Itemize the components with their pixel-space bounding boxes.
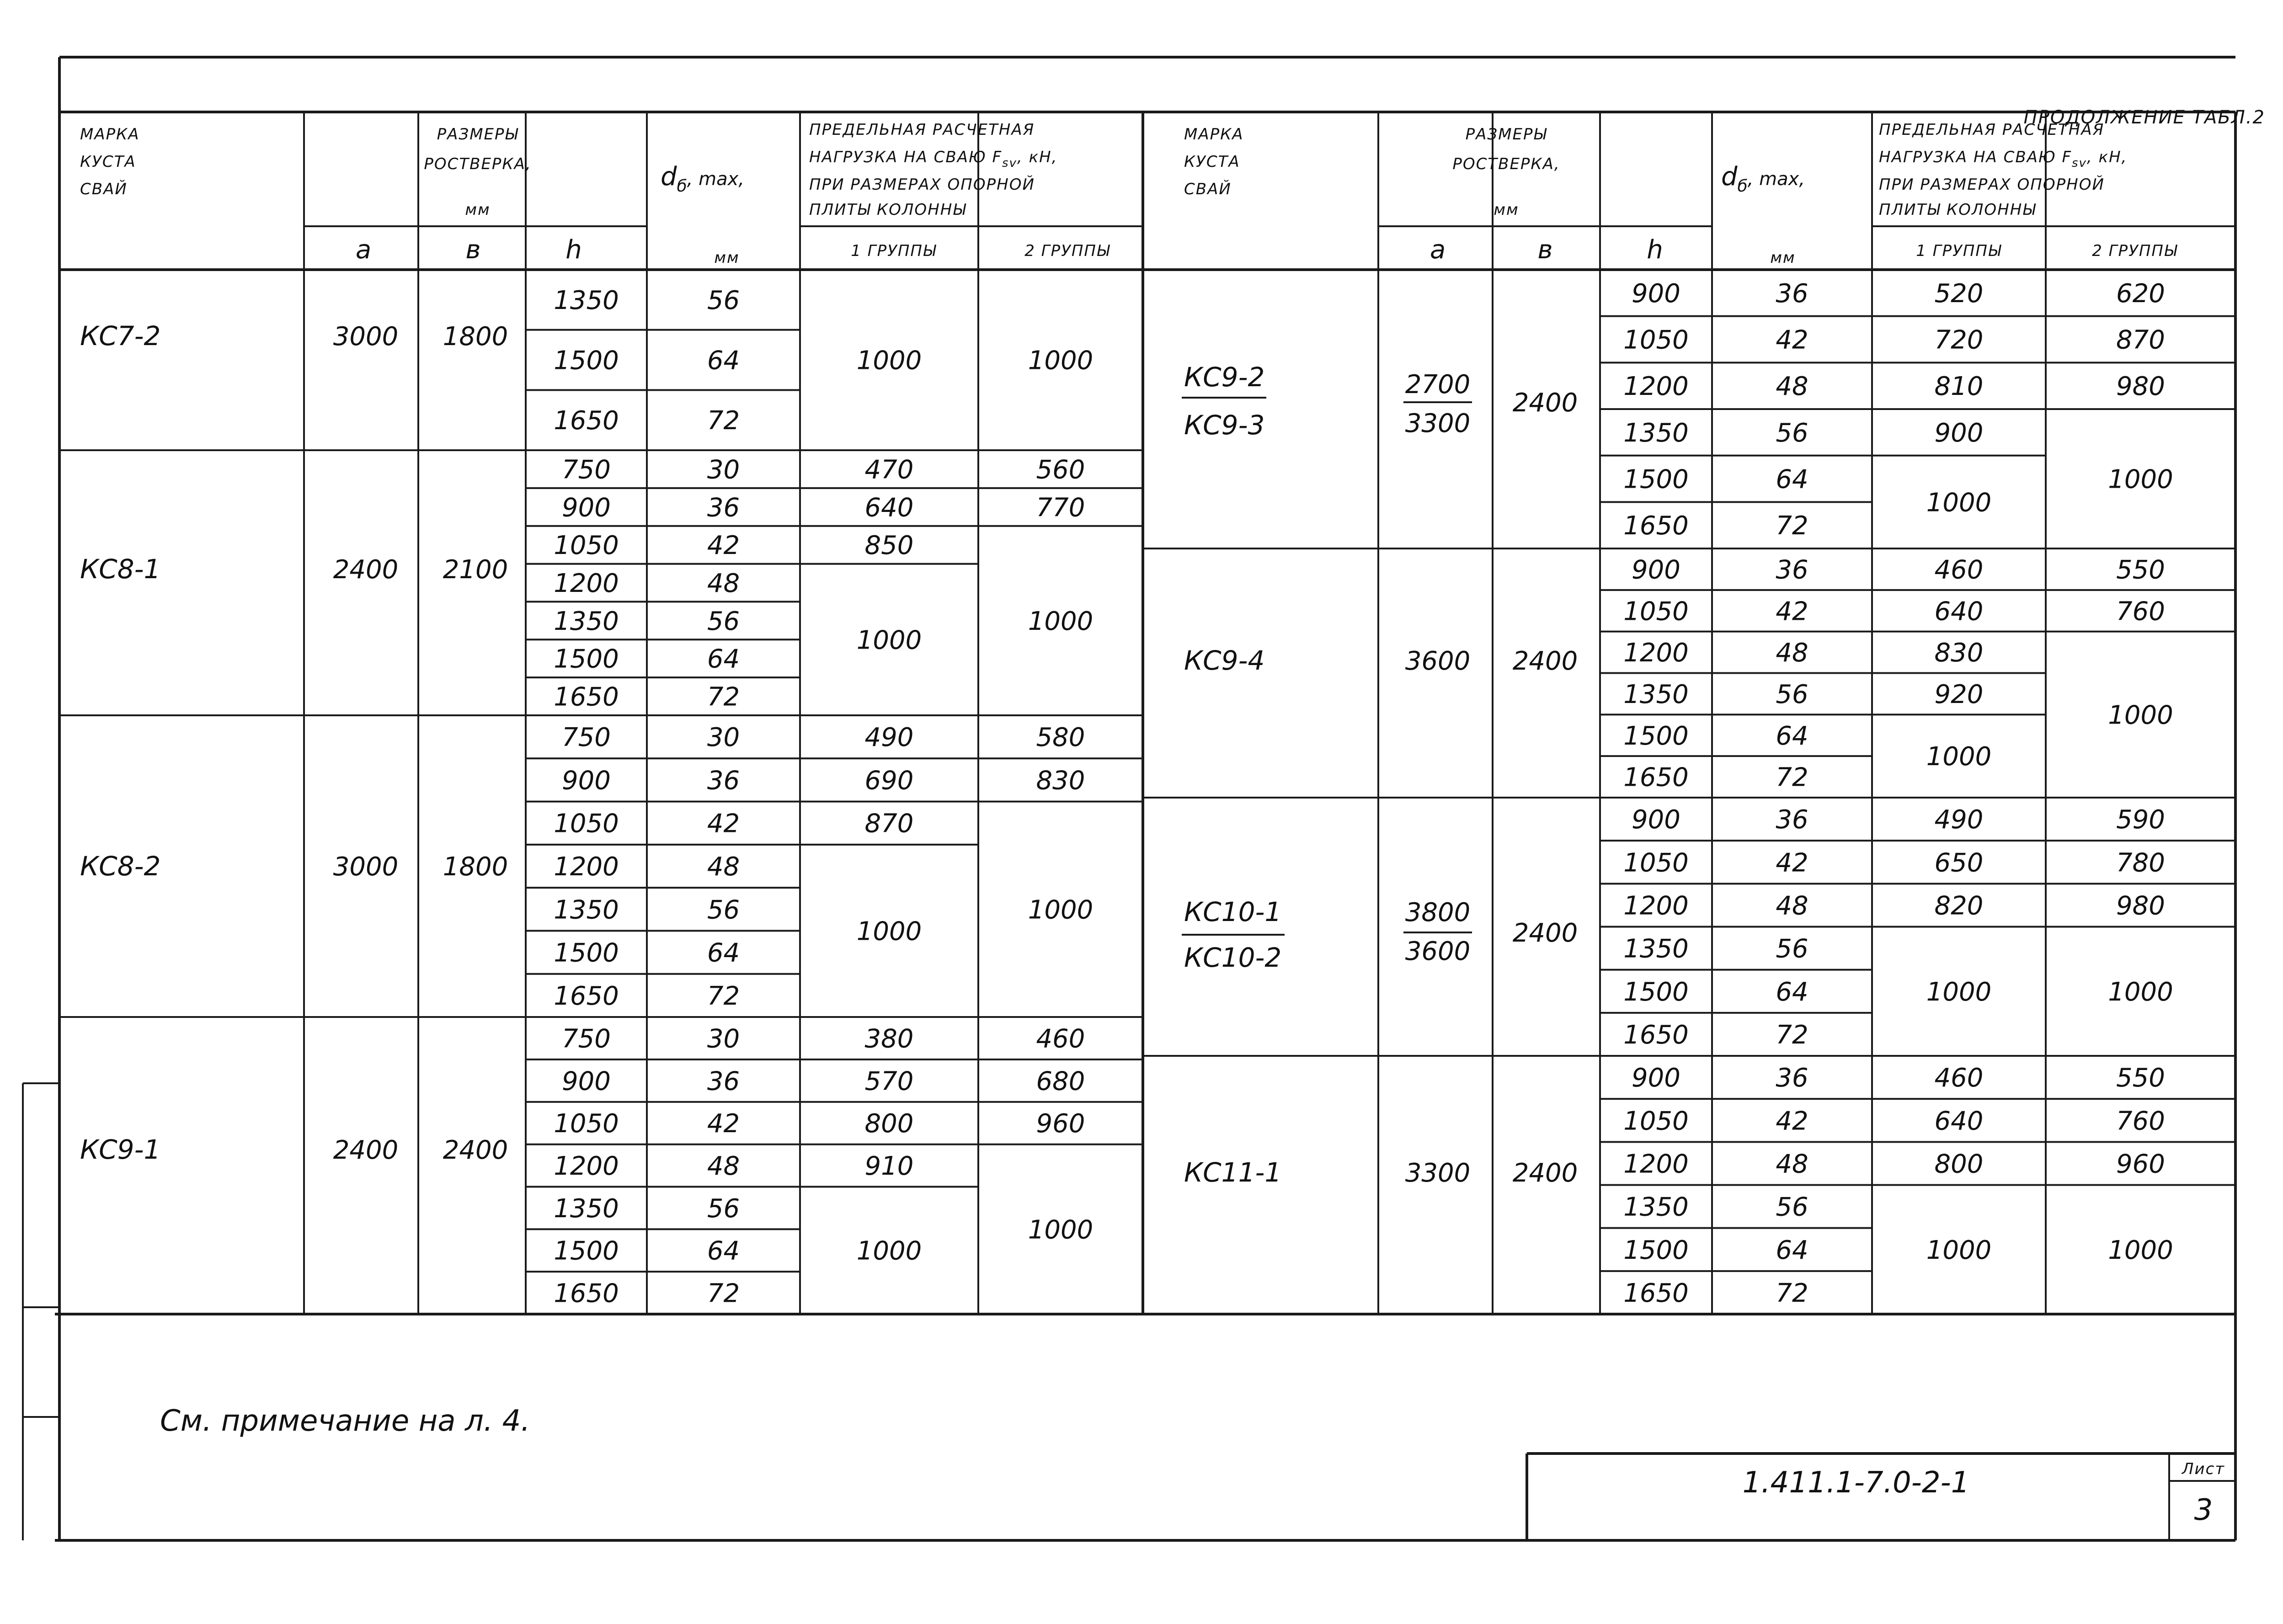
cell-h: 1200 (1623, 1149, 1689, 1179)
header-mark-line-3: СВАЙ (80, 180, 128, 198)
cell-load-group-2: 770 (1036, 493, 1085, 523)
cell-load-group-2: 590 (2116, 805, 2165, 835)
cell-h: 900 (1632, 805, 1680, 835)
group-size-b: 2400 (1512, 646, 1578, 676)
cell-h: 1350 (554, 895, 619, 925)
cell-d-max: 56 (1776, 418, 1808, 448)
cell-d-max: 36 (1776, 1063, 1808, 1093)
header-group-1: 1 ГРУППЫ (851, 242, 937, 260)
cell-h: 1650 (1623, 511, 1689, 541)
cell-d-max: 30 (707, 455, 740, 485)
header-sizes-line-2: РОСТВЕРКА, (424, 155, 532, 173)
header-sizes-line-1: РАЗМЕРЫ (437, 125, 519, 144)
sheet-label: Лист (2182, 1460, 2225, 1478)
group-mark-top: КС10-1 (1184, 896, 1282, 927)
cell-h: 1050 (1623, 596, 1689, 627)
cell-load-group-1: 1000 (1926, 488, 1992, 518)
group-mark-top: КС9-2 (1184, 362, 1265, 393)
cell-h: 1050 (1623, 848, 1689, 878)
right-header (1184, 121, 2178, 267)
cell-load-group-2: 620 (2116, 278, 2165, 309)
cell-load-group-2: 550 (2116, 555, 2165, 585)
cell-load-group-2: 830 (1036, 766, 1085, 796)
cell-h: 900 (1632, 278, 1680, 309)
cell-load-group-1: 870 (864, 809, 914, 839)
cell-d-max: 56 (707, 606, 740, 636)
right-groups (1182, 362, 1578, 1188)
cell-h: 1500 (1623, 721, 1689, 751)
cell-load-group-2: 580 (1036, 723, 1085, 753)
cell-load-group-2: 960 (1036, 1109, 1085, 1139)
header-load-line-1: ПРЕДЕЛЬНАЯ РАСЧЕТНАЯ (1879, 121, 2105, 139)
cell-h: 1200 (554, 1151, 619, 1181)
cell-d-max: 64 (1776, 1235, 1808, 1265)
cell-h: 1650 (1623, 1278, 1689, 1308)
header-mark-line-2: КУСТА (1184, 153, 1240, 171)
cell-load-group-1: 1000 (856, 625, 922, 655)
cell-load-group-1: 520 (1934, 278, 1984, 309)
cell-d-max: 48 (1776, 638, 1808, 668)
cell-h: 1350 (1623, 679, 1689, 709)
cell-d-max: 42 (1776, 848, 1808, 878)
cell-h: 1350 (1623, 418, 1689, 448)
cell-load-group-1: 1000 (856, 1236, 922, 1266)
cell-load-group-1: 820 (1934, 891, 1984, 921)
cell-d-max: 48 (707, 569, 740, 598)
cell-d-max: 72 (707, 1278, 740, 1309)
cell-h: 750 (562, 723, 611, 753)
cell-h: 1500 (554, 938, 619, 968)
group-mark: КС9-4 (1184, 645, 1265, 676)
cell-load-group-2: 1000 (1028, 346, 1093, 376)
cell-load-group-1: 490 (864, 723, 914, 753)
cell-d-max: 42 (707, 1109, 740, 1139)
cell-load-group-2: 460 (1036, 1024, 1085, 1054)
group-mark: КС7-2 (80, 320, 161, 351)
cell-h: 750 (562, 455, 611, 485)
cell-h: 900 (562, 766, 611, 796)
cell-d-max: 72 (1776, 1020, 1808, 1050)
cell-d-max: 36 (707, 1066, 740, 1097)
group-size-b: 2400 (1512, 1158, 1578, 1188)
header-d-unit: мм (714, 249, 740, 267)
cell-d-max: 64 (1776, 464, 1808, 495)
cell-load-group-1: 800 (864, 1109, 914, 1139)
cell-load-group-1: 1000 (856, 916, 922, 947)
cell-d-max: 72 (707, 981, 740, 1011)
cell-load-group-1: 1000 (856, 346, 922, 376)
cell-load-group-1: 460 (1934, 1063, 1984, 1093)
cell-load-group-1: 380 (864, 1024, 914, 1054)
group-size-a: 2400 (333, 1135, 399, 1165)
cell-d-max: 48 (1776, 891, 1808, 921)
cell-d-max: 48 (707, 1151, 740, 1181)
header-mark-line-2: КУСТА (80, 153, 136, 171)
note-text: См. примечание на л. 4. (160, 1404, 530, 1438)
cell-load-group-1: 1000 (1926, 977, 1992, 1007)
table-grid (55, 112, 2235, 1314)
group-mark: КС8-2 (80, 851, 161, 882)
cell-d-max: 42 (1776, 596, 1808, 627)
cell-load-group-1: 810 (1934, 372, 1984, 402)
cell-d-max: 72 (707, 682, 740, 712)
cell-load-group-1: 1000 (1926, 742, 1992, 772)
header-col-b: в (465, 235, 481, 265)
group-size-b: 1800 (443, 852, 508, 882)
cell-d-max: 42 (1776, 325, 1808, 355)
sheet-frame (23, 57, 2235, 1540)
group-size-a: 3600 (1405, 646, 1471, 676)
cell-load-group-2: 1000 (1028, 606, 1093, 636)
header-mark-line-3: СВАЙ (1184, 180, 1232, 198)
document-code: 1.411.1-7.0-2-1 (1742, 1466, 1970, 1500)
cell-h: 1650 (554, 981, 619, 1011)
group-size-b: 2400 (1512, 918, 1578, 948)
cell-h: 1350 (554, 285, 619, 315)
cell-h: 900 (562, 1066, 611, 1097)
group-size-b: 2400 (1512, 388, 1578, 418)
header-mark-line-1: МАРКА (80, 125, 140, 144)
cell-h: 1650 (1623, 1020, 1689, 1050)
cell-d-max: 64 (1776, 721, 1808, 751)
cell-h: 1500 (1623, 1235, 1689, 1265)
group-size-b: 2400 (443, 1135, 508, 1165)
cell-load-group-1: 640 (864, 493, 914, 523)
cell-h: 1500 (554, 644, 619, 674)
cell-load-group-2: 1000 (2108, 977, 2173, 1007)
table-cells (554, 279, 2173, 1309)
header-group-2: 2 ГРУППЫ (2092, 242, 2178, 260)
cell-h: 1500 (1623, 464, 1689, 495)
header-col-a: a (1430, 235, 1446, 265)
cell-load-group-2: 1000 (2108, 464, 2173, 495)
cell-d-max: 56 (1776, 934, 1808, 964)
cell-load-group-2: 1000 (2108, 700, 2173, 730)
group-size-a-bottom: 3300 (1405, 409, 1471, 438)
cell-h: 1050 (1623, 1106, 1689, 1136)
cell-h: 1350 (1623, 934, 1689, 964)
group-size-b: 2100 (443, 555, 508, 585)
cell-h: 1200 (1623, 372, 1689, 402)
cell-d-max: 56 (1776, 679, 1808, 709)
cell-h: 1050 (1623, 325, 1689, 355)
header-load-line-3: ПРИ РАЗМЕРАХ ОПОРНОЙ (809, 176, 1035, 194)
cell-load-group-1: 720 (1934, 325, 1984, 355)
cell-d-max: 36 (1776, 555, 1808, 585)
header-sizes-line-2: РОСТВЕРКА, (1452, 155, 1560, 173)
header-col-h: h (565, 235, 582, 265)
cell-d-max: 42 (1776, 1106, 1808, 1136)
cell-load-group-2: 760 (2116, 596, 2165, 627)
cell-d-max: 64 (707, 644, 740, 674)
header-load-line-2: НАГРУЗКА НА СВАЮ $F_{sv}$, кН, (809, 148, 1058, 170)
header-col-b: в (1537, 235, 1553, 265)
group-mark: КС8-1 (80, 554, 161, 585)
cell-load-group-2: 980 (2116, 891, 2165, 921)
group-size-a: 3300 (1405, 1158, 1471, 1188)
left-groups (80, 320, 508, 1165)
cell-load-group-1: 690 (864, 766, 914, 796)
group-size-a: 3000 (333, 852, 399, 882)
cell-h: 1650 (554, 1278, 619, 1309)
header-load-line-2: НАГРУЗКА НА СВАЮ $F_{sv}$, кН, (1879, 148, 2128, 170)
cell-load-group-2: 1000 (2108, 1235, 2173, 1265)
cell-load-group-2: 760 (2116, 1106, 2165, 1136)
cell-load-group-1: 900 (1934, 418, 1984, 448)
left-header (80, 121, 1110, 267)
cell-h: 1200 (1623, 891, 1689, 921)
cell-d-max: 30 (707, 723, 740, 753)
cell-d-max: 30 (707, 1024, 740, 1054)
cell-load-group-2: 870 (2116, 325, 2165, 355)
cell-d-max: 48 (1776, 1149, 1808, 1179)
header-group-1: 1 ГРУППЫ (1916, 242, 2002, 260)
cell-h: 750 (562, 1024, 611, 1054)
cell-d-max: 72 (707, 406, 740, 436)
cell-h: 1200 (1623, 638, 1689, 668)
cell-h: 1200 (554, 852, 619, 882)
cell-d-max: 48 (707, 852, 740, 882)
cell-load-group-1: 800 (1934, 1149, 1984, 1179)
cell-h: 1350 (554, 606, 619, 636)
cell-d-max: 64 (707, 346, 740, 376)
cell-h: 1050 (554, 809, 619, 839)
group-size-a-top: 2700 (1405, 370, 1471, 399)
cell-h: 900 (1632, 555, 1680, 585)
cell-load-group-2: 1000 (1028, 895, 1093, 925)
cell-d-max: 36 (1776, 805, 1808, 835)
header-d-unit: мм (1770, 249, 1796, 267)
cell-h: 1200 (554, 569, 619, 598)
group-size-b: 1800 (443, 322, 508, 351)
header-mark-line-1: МАРКА (1184, 125, 1244, 144)
group-size-a: 2400 (333, 555, 399, 585)
header-load-line-1: ПРЕДЕЛЬНАЯ РАСЧЕТНАЯ (809, 121, 1035, 139)
header-sizes-line-1: РАЗМЕРЫ (1465, 125, 1547, 144)
cell-h: 1500 (554, 1236, 619, 1266)
table-continuation-caption: ПРОДОЛЖЕНИЕ ТАБЛ.2 (2023, 107, 2265, 128)
cell-d-max: 72 (1776, 511, 1808, 541)
cell-load-group-1: 910 (864, 1151, 914, 1181)
cell-h: 1650 (554, 406, 619, 436)
cell-h: 1650 (554, 682, 619, 712)
header-group-2: 2 ГРУППЫ (1024, 242, 1110, 260)
cell-load-group-1: 470 (864, 455, 914, 485)
group-size-a-bottom: 3600 (1405, 937, 1471, 966)
cell-load-group-2: 680 (1036, 1066, 1085, 1097)
header-col-a: a (355, 235, 372, 265)
cell-load-group-1: 570 (864, 1066, 914, 1097)
group-mark-bottom: КС9-3 (1184, 410, 1265, 441)
group-size-a-top: 3800 (1405, 898, 1471, 927)
cell-d-max: 56 (707, 285, 740, 315)
cell-d-max: 56 (707, 1193, 740, 1224)
cell-load-group-1: 830 (1934, 638, 1984, 668)
cell-h: 1350 (1623, 1192, 1689, 1222)
cell-h: 900 (562, 493, 611, 523)
header-load-line-4: ПЛИТЫ КОЛОННЫ (1879, 201, 2037, 219)
cell-load-group-1: 850 (864, 531, 914, 561)
cell-load-group-1: 460 (1934, 555, 1984, 585)
cell-h: 1350 (554, 1193, 619, 1224)
cell-load-group-2: 980 (2116, 372, 2165, 402)
cell-h: 1500 (554, 346, 619, 376)
group-size-a: 3000 (333, 322, 399, 351)
cell-h: 1500 (1623, 977, 1689, 1007)
cell-h: 1650 (1623, 762, 1689, 793)
cell-d-max: 42 (707, 531, 740, 561)
header-sizes-unit: мм (465, 201, 491, 219)
sheet-number: 3 (2194, 1493, 2213, 1527)
cell-d-max: 36 (707, 766, 740, 796)
cell-h: 1050 (554, 531, 619, 561)
cell-load-group-2: 780 (2116, 848, 2165, 878)
cell-d-max: 56 (707, 895, 740, 925)
cell-load-group-2: 1000 (1028, 1215, 1093, 1245)
cell-d-max: 56 (1776, 1192, 1808, 1222)
cell-load-group-1: 490 (1934, 805, 1984, 835)
group-mark-bottom: КС10-2 (1184, 942, 1282, 973)
group-mark: КС9-1 (80, 1134, 161, 1165)
cell-d-max: 64 (1776, 977, 1808, 1007)
cell-h: 900 (1632, 1063, 1680, 1093)
cell-d-max: 64 (707, 938, 740, 968)
cell-load-group-1: 920 (1934, 679, 1984, 709)
cell-d-max: 36 (707, 493, 740, 523)
cell-load-group-2: 960 (2116, 1149, 2165, 1179)
cell-d-max: 72 (1776, 1278, 1808, 1308)
cell-d-max: 64 (707, 1236, 740, 1266)
cell-load-group-2: 560 (1036, 455, 1085, 485)
cell-load-group-1: 640 (1934, 1106, 1984, 1136)
header-sizes-unit: мм (1494, 201, 1519, 219)
header-load-line-4: ПЛИТЫ КОЛОННЫ (809, 201, 967, 219)
cell-d-max: 72 (1776, 762, 1808, 793)
header-d-max: $d_б^{, max,}$ (661, 162, 745, 196)
cell-d-max: 42 (707, 809, 740, 839)
group-mark: КС11-1 (1184, 1157, 1282, 1188)
header-d-max: $d_б^{, max,}$ (1721, 162, 1805, 196)
cell-d-max: 36 (1776, 278, 1808, 309)
header-col-h: h (1647, 235, 1663, 265)
cell-load-group-1: 640 (1934, 596, 1984, 627)
cell-load-group-1: 650 (1934, 848, 1984, 878)
cell-d-max: 48 (1776, 372, 1808, 402)
header-load-line-3: ПРИ РАЗМЕРАХ ОПОРНОЙ (1879, 176, 2105, 194)
cell-h: 1050 (554, 1109, 619, 1139)
cell-load-group-1: 1000 (1926, 1235, 1992, 1265)
title-block (1743, 1460, 2225, 1527)
cell-load-group-2: 550 (2116, 1063, 2165, 1093)
